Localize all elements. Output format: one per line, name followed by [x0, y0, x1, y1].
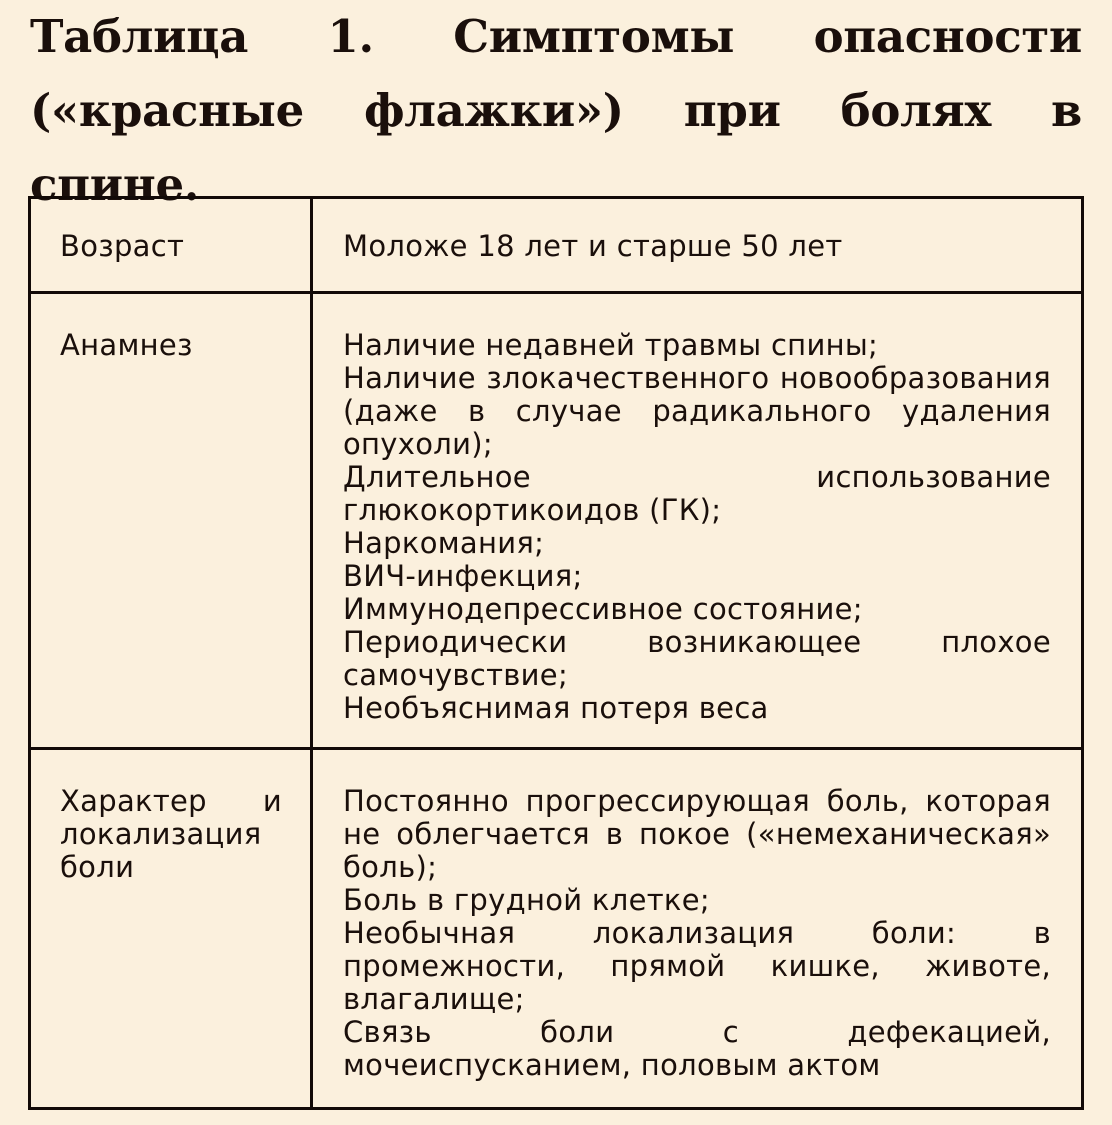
- list-item: Периодически возникающее плохое самочувствие;: [343, 625, 1051, 692]
- table-title: Таблица 1. Симптомы опасности («красные флажки») при болях в спине.: [30, 10, 1082, 211]
- list-item: Наличие злокачественного новообразования (даже в случае радикального удаления опухоли);: [343, 361, 1051, 461]
- row-value-age: [313, 199, 1081, 294]
- list-item: Постоянно прогрессирующая боль, которая не облегчается в покое («немеханическая» боль);: [343, 784, 1051, 884]
- list-item: Иммунодепрессивное состояние;: [343, 592, 863, 626]
- list-item: Связь боли с дефекацией, мочеиспусканием, половым актом: [343, 1015, 1051, 1082]
- red-flags-table: [28, 196, 1084, 1110]
- list-item: Необычная локализация боли: в промежности, прямой кишке, животе, влагалище;: [343, 916, 1051, 1016]
- list-item: ВИЧ-инфекция;: [343, 559, 583, 593]
- row-label-history: Анамнез: [31, 294, 313, 750]
- row-value-pain: [313, 750, 1081, 1107]
- list-item: Длительное использование глюкокортикоидов (ГК);: [343, 460, 1051, 527]
- row-label-pain: Характер и локализация боли: [31, 750, 313, 1107]
- list-item: Необъяснимая потеря веса: [343, 691, 769, 725]
- list-item: Моложе 18 лет и старше 50 лет: [343, 229, 843, 263]
- list-item: Наличие недавней травмы спины;: [343, 328, 879, 362]
- list-item: Боль в грудной клетке;: [343, 883, 710, 917]
- list-item: Наркомания;: [343, 526, 545, 560]
- row-label-age: Возраст: [31, 199, 313, 294]
- row-value-history: [313, 294, 1081, 750]
